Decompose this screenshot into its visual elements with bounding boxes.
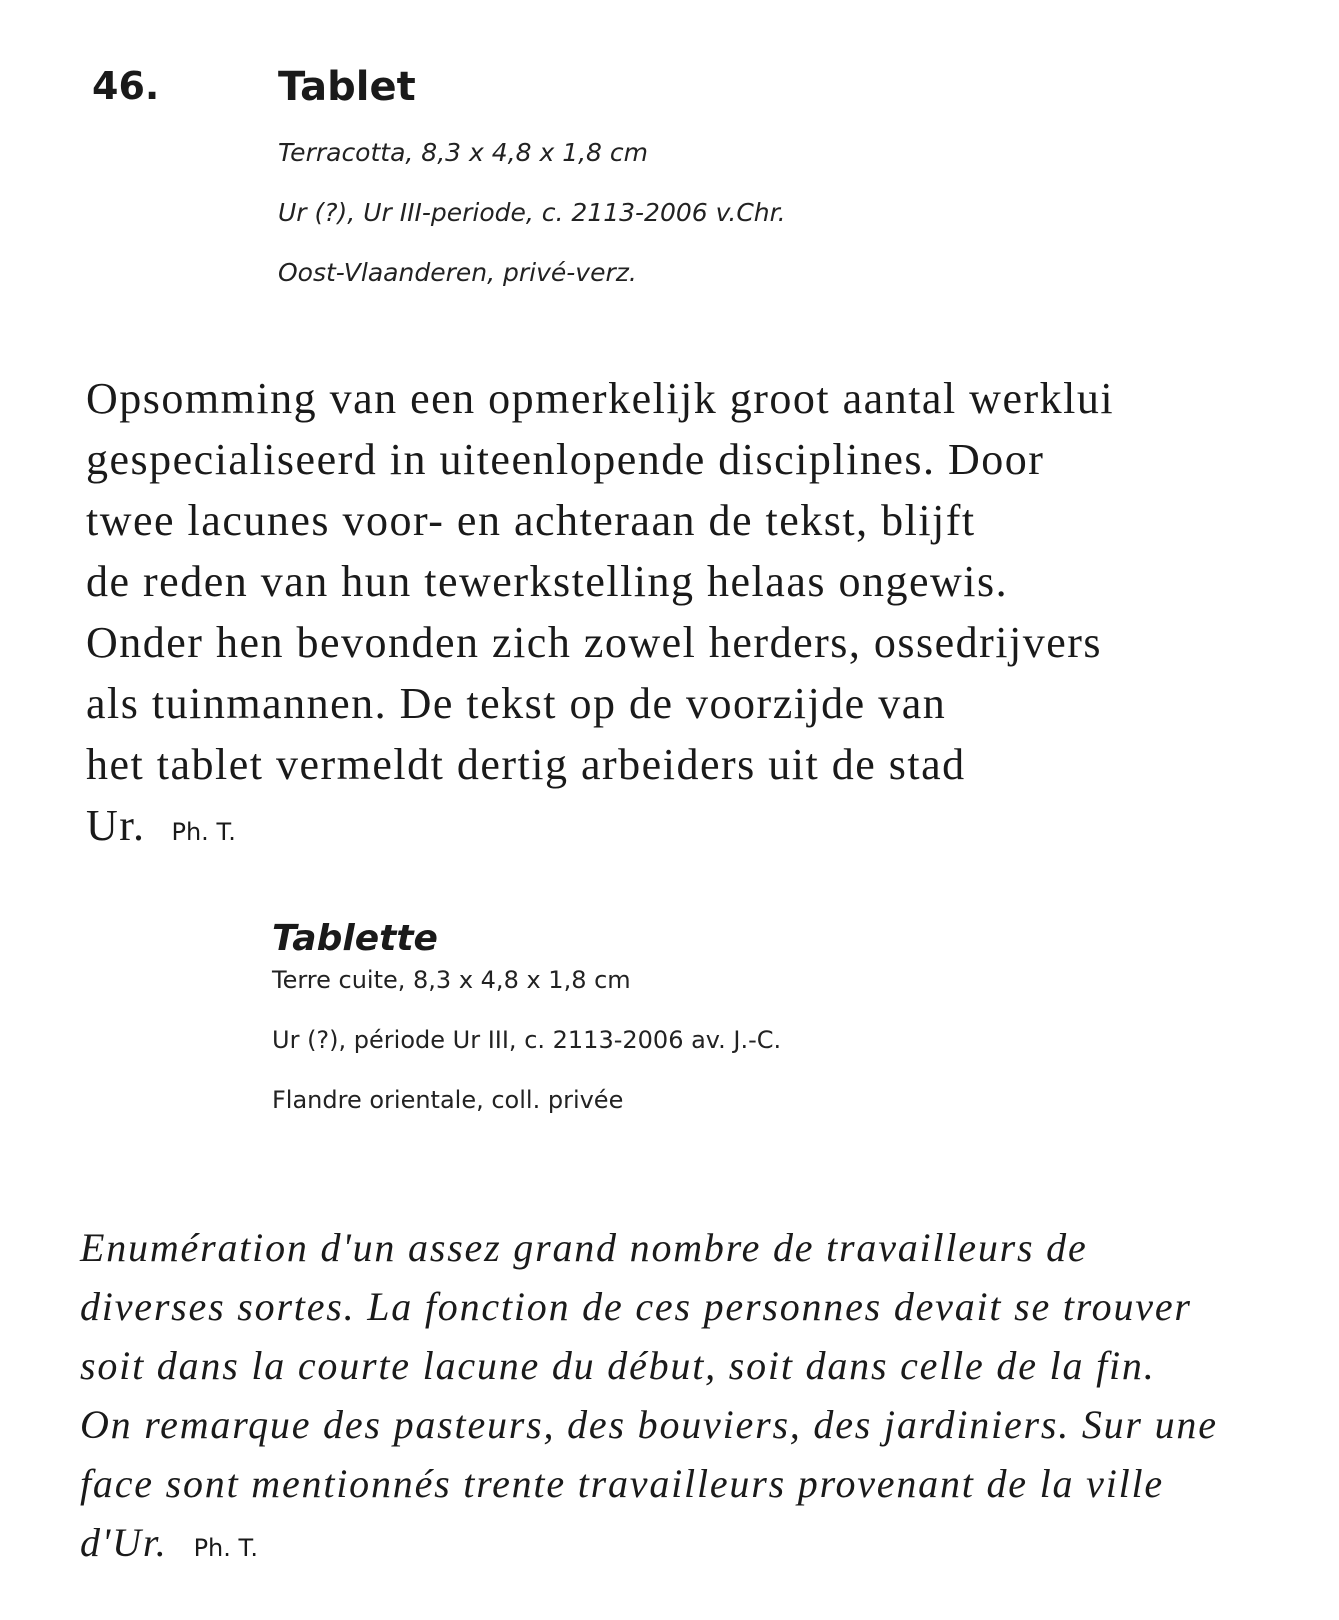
description-line: gespecialiseerd in uiteenlopende disciplines. Door: [86, 435, 1045, 484]
description-last-text: d'Ur.: [80, 1520, 168, 1565]
title-dutch: Tablet: [278, 64, 416, 110]
title-french: Tablette: [272, 918, 438, 959]
description-line: het tablet vermeldt dertig arbeiders uit de stad: [86, 740, 966, 789]
description-line: Enumération d'un assez grand nombre de travailleurs de: [80, 1225, 1088, 1270]
description-line: twee lacunes voor- en achteraan de tekst, blijft: [86, 496, 976, 545]
description-line: Onder hen bevonden zich zowel herders, ossedrijvers: [86, 618, 1103, 667]
description-line: Opsomming van een opmerkelijk groot aantal werklui: [86, 374, 1115, 423]
collection-french: Flandre orientale, coll. privée: [272, 1086, 624, 1114]
description-dutch: [86, 368, 1114, 863]
description-french: [80, 1218, 1218, 1578]
description-line: als tuinmannen. De tekst op de voorzijde van: [86, 679, 947, 728]
material-dutch: Terracotta, 8,3 x 4,8 x 1,8 cm: [278, 138, 648, 167]
description-line: On remarque des pasteurs, des bouviers, des jardiniers. Sur une: [80, 1402, 1218, 1447]
description-line-last: [86, 795, 1114, 863]
description-line-last: [80, 1513, 1218, 1578]
description-line: de reden van hun tewerkstelling helaas ongewis.: [86, 557, 1009, 606]
author-initials-dutch: Ph. T.: [171, 818, 236, 846]
description-line: soit dans la courte lacune du début, soit dans celle de la fin.: [80, 1343, 1156, 1388]
description-line: diverses sortes. La fonction de ces personnes devait se trouver: [80, 1284, 1192, 1329]
collection-dutch: Oost-Vlaanderen, privé-verz.: [278, 258, 637, 287]
provenance-french: Ur (?), période Ur III, c. 2113-2006 av. J.-C.: [272, 1026, 782, 1054]
author-initials-french: Ph. T.: [193, 1534, 258, 1562]
description-line: face sont mentionnés trente travailleurs provenant de la ville: [80, 1461, 1164, 1506]
description-last-text: Ur.: [86, 801, 146, 850]
material-french: Terre cuite, 8,3 x 4,8 x 1,8 cm: [272, 966, 631, 994]
catalogue-number: 46.: [92, 64, 160, 108]
provenance-dutch: Ur (?), Ur III-periode, c. 2113-2006 v.Chr.: [278, 198, 786, 227]
